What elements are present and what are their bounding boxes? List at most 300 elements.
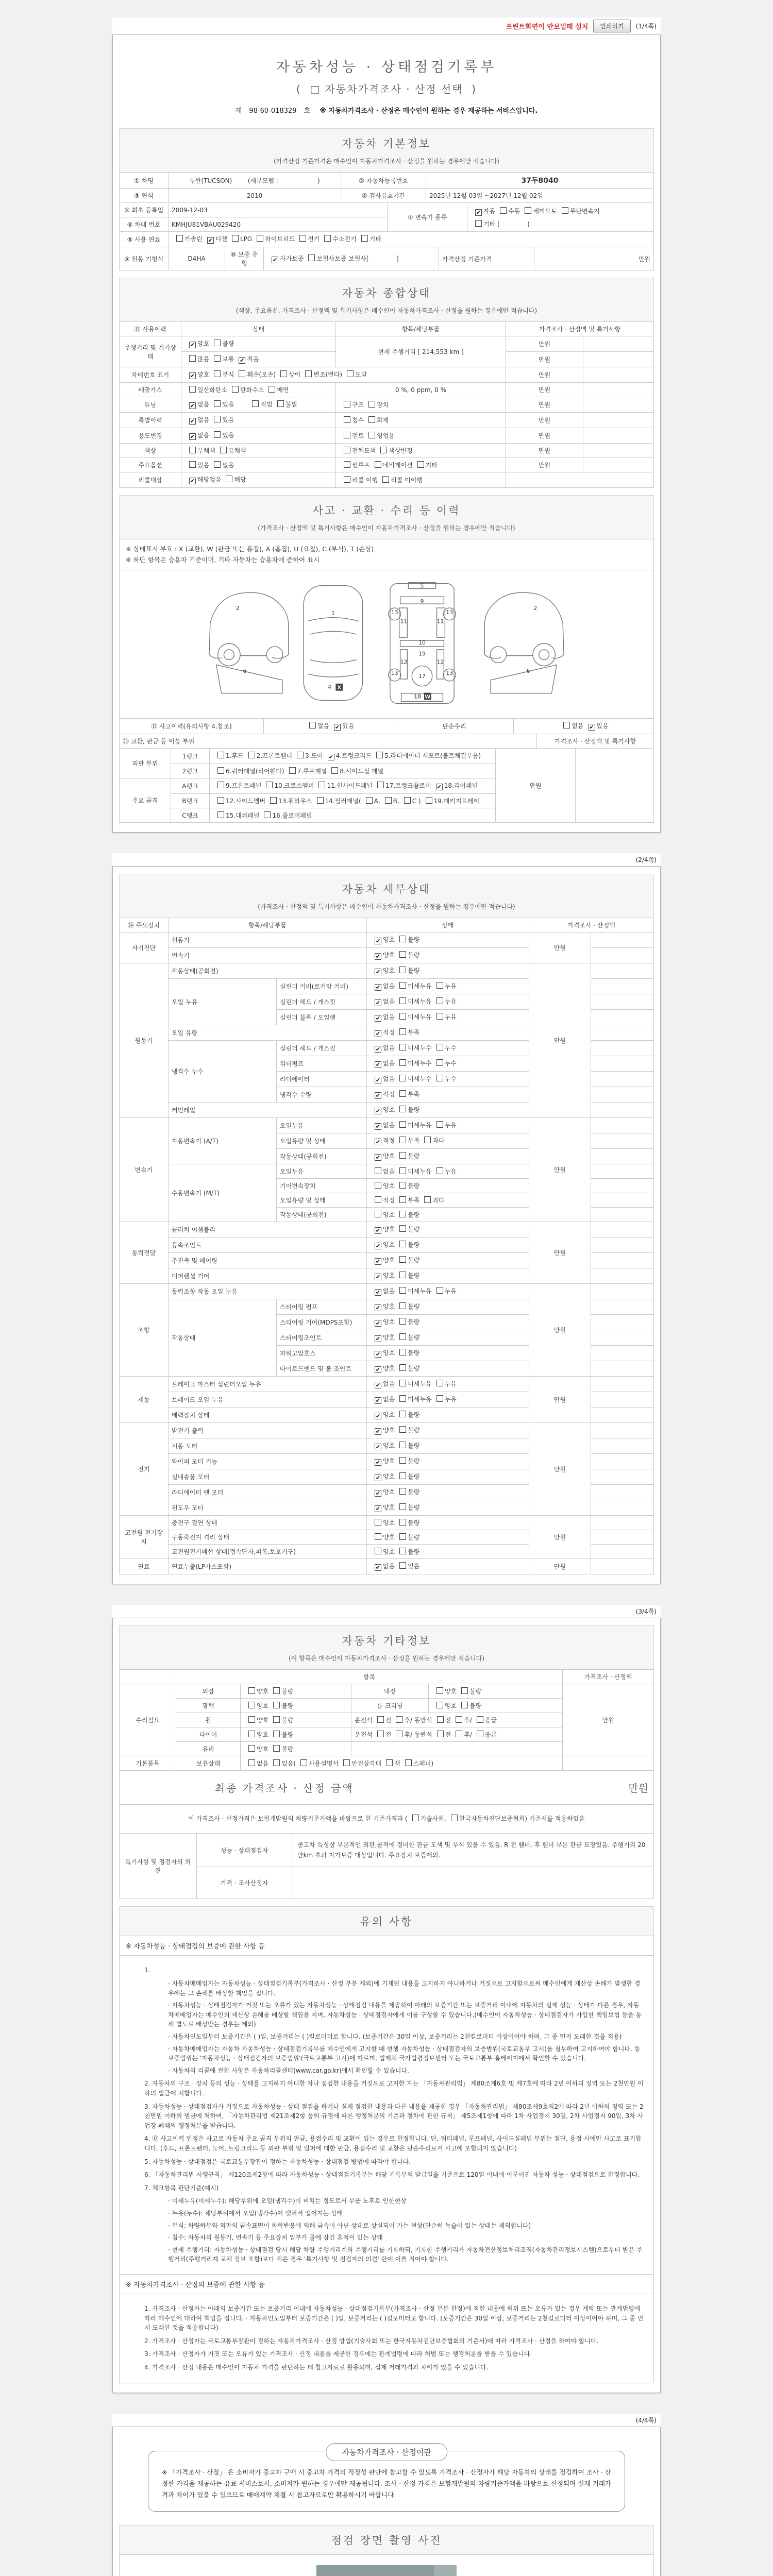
- checkbox[interactable]: [399, 1013, 406, 1020]
- note-cell: [591, 1117, 654, 1133]
- checkbox[interactable]: [399, 967, 406, 973]
- checkbox[interactable]: ✔: [375, 1366, 381, 1373]
- checkbox[interactable]: [344, 401, 350, 408]
- checkbox[interactable]: [375, 1211, 381, 1217]
- checkbox[interactable]: [368, 401, 375, 408]
- checkbox-label: 없음: [383, 1075, 395, 1082]
- checkbox[interactable]: [217, 797, 224, 804]
- checkbox[interactable]: [399, 1488, 406, 1495]
- checkbox[interactable]: [273, 1687, 280, 1694]
- checkbox[interactable]: [214, 400, 221, 407]
- checkbox[interactable]: [239, 370, 245, 377]
- checkbox[interactable]: [257, 235, 263, 242]
- section-detail-condition: [119, 874, 654, 918]
- checkbox[interactable]: [273, 1702, 280, 1708]
- checkbox-label: 있음: [281, 1759, 294, 1767]
- checkbox[interactable]: ✔: [375, 1428, 381, 1435]
- row-label: 주행거리 및 계기상태: [120, 336, 181, 367]
- checkbox[interactable]: [399, 1442, 406, 1448]
- note-cell: [591, 1207, 654, 1222]
- checkbox[interactable]: [297, 752, 304, 758]
- checkbox[interactable]: [399, 1167, 406, 1174]
- checkbox[interactable]: ✔: [375, 1489, 381, 1497]
- checkbox[interactable]: [280, 370, 287, 377]
- item-cell: 고전원전기배선 상태(접속단자,피복,보호기구): [169, 1544, 367, 1558]
- note-cell: [591, 932, 654, 947]
- checkbox[interactable]: [396, 1731, 402, 1737]
- checkbox[interactable]: [273, 1745, 280, 1752]
- checkbox[interactable]: ✔: [328, 753, 333, 760]
- checkbox-label: 양호: [383, 1152, 395, 1160]
- doc-number: 98-60-018329: [249, 107, 297, 115]
- checkbox-label: 유채색: [228, 447, 246, 454]
- checkbox[interactable]: [404, 797, 411, 804]
- section-title: 자동차 기본정보: [342, 138, 431, 150]
- checkbox[interactable]: [214, 416, 221, 422]
- checkbox[interactable]: [266, 782, 273, 788]
- checkbox[interactable]: [399, 1411, 406, 1417]
- print-button[interactable]: 인쇄하기: [593, 20, 630, 32]
- checkbox[interactable]: [399, 1333, 406, 1340]
- notice-paragraph: 2. 가격조사 · 산정자는 국토교통부장관이 정하는 자동차가격조사 · 산정 방법(기술사회 또는 한국자동차진단보증협회의 기준서)에 따라 가격조사 · 산정을 하여야 합니다.: [144, 2337, 599, 2345]
- checkbox[interactable]: ✔: [375, 1258, 381, 1265]
- checkbox[interactable]: [375, 1548, 381, 1554]
- inspector-remarks-text: 중고차 특성상 부분적인 외판,골격에 경미한 판금 도색 및 부식 있을 수 있음. R 전 휀더, 후 휀더 부분 판금 도장있음. 주행거리 20만km 초과 자가보증 대상입니다. 주요장치 보증제외.: [292, 1833, 654, 1867]
- checkbox[interactable]: ✔: [375, 1505, 381, 1512]
- checkbox[interactable]: [399, 1225, 406, 1232]
- checkbox[interactable]: [399, 1182, 406, 1189]
- checkbox[interactable]: [399, 1380, 406, 1386]
- checkbox[interactable]: ✔: [375, 1381, 381, 1388]
- checkbox[interactable]: ✔: [375, 1459, 381, 1466]
- checkbox[interactable]: [361, 235, 368, 242]
- checkbox[interactable]: [308, 255, 315, 261]
- checkbox[interactable]: [248, 752, 255, 758]
- install-notice-link[interactable]: 프린트화면이 안보일때 설치: [506, 23, 589, 31]
- checkbox[interactable]: [217, 811, 224, 818]
- checkbox[interactable]: ✔: [375, 1350, 381, 1358]
- checkbox[interactable]: [299, 235, 306, 242]
- checkbox[interactable]: [189, 355, 196, 362]
- checkbox[interactable]: ✔: [375, 1138, 381, 1145]
- checkbox[interactable]: [399, 1472, 406, 1479]
- section-title: 점검 장면 촬영 사진: [331, 2534, 442, 2547]
- checkbox[interactable]: [386, 1759, 393, 1766]
- page-1: [112, 35, 661, 833]
- inspection-period-value: 2025년 12월 03일 ~2027년 12월 02일: [426, 189, 654, 203]
- state-cell: [367, 1407, 529, 1422]
- checkbox[interactable]: [475, 220, 482, 227]
- checkbox[interactable]: [399, 1137, 406, 1143]
- checkbox[interactable]: [399, 1395, 406, 1402]
- state-cell: [367, 1133, 529, 1148]
- checkbox[interactable]: ✔: [334, 723, 340, 731]
- checkbox[interactable]: [399, 1364, 406, 1371]
- device-cell: 고전원 전기장치: [120, 1515, 169, 1558]
- checkbox[interactable]: [377, 1731, 384, 1737]
- checkbox[interactable]: ✔: [375, 1474, 381, 1481]
- checkbox-label: 불량: [222, 340, 234, 347]
- checkbox[interactable]: [375, 461, 381, 468]
- checkbox-label: 운전석: [355, 1731, 373, 1738]
- checkbox[interactable]: ✔: [190, 372, 195, 379]
- checkbox[interactable]: [375, 1196, 381, 1203]
- checkbox[interactable]: [252, 400, 259, 407]
- diagram-part-number: 13: [446, 608, 453, 616]
- checkbox-label: 양호: [383, 1182, 395, 1190]
- checkbox[interactable]: [226, 476, 232, 482]
- rank-label: B랭크: [171, 793, 210, 808]
- checkbox[interactable]: [461, 1687, 468, 1694]
- exchange-header-table: [119, 734, 654, 749]
- checkbox-label: 양호: [445, 1687, 457, 1695]
- checkbox[interactable]: ✔: [375, 953, 381, 960]
- checkbox[interactable]: ✔: [375, 1564, 381, 1571]
- checkbox-label: 양호: [257, 1745, 269, 1753]
- checkbox[interactable]: [344, 447, 350, 453]
- checkbox[interactable]: [268, 386, 275, 393]
- checkbox[interactable]: [376, 752, 383, 758]
- checkbox[interactable]: [176, 235, 183, 242]
- checkbox[interactable]: [368, 416, 375, 423]
- checkbox[interactable]: ✔: [375, 1061, 381, 1068]
- checkbox-label: 9.프론트패널: [226, 782, 262, 789]
- checkbox[interactable]: [232, 386, 239, 393]
- device-cell: 동력전달: [120, 1222, 169, 1283]
- checkbox[interactable]: [405, 1759, 412, 1766]
- checkbox[interactable]: [248, 1745, 255, 1752]
- checkbox-label: 불량: [281, 1716, 294, 1724]
- checkbox-label: 15.대쉬패널: [226, 811, 260, 819]
- checkbox[interactable]: [214, 461, 221, 468]
- checkbox[interactable]: ✔: [375, 1076, 381, 1083]
- checkbox[interactable]: ✔: [190, 478, 195, 484]
- checkbox[interactable]: ✔: [190, 342, 195, 348]
- checkbox[interactable]: ✔: [436, 783, 442, 790]
- state-cell: [367, 1102, 529, 1117]
- checkbox[interactable]: [248, 1759, 255, 1766]
- col-state: 상태: [181, 322, 336, 336]
- checkbox[interactable]: [451, 1815, 458, 1821]
- checkbox[interactable]: [424, 1196, 431, 1203]
- service-note: ※ 자동차가격조사 · 산정은 매수인이 원하는 경우 제공하는 서비스입니다.: [320, 107, 538, 115]
- checkbox[interactable]: [273, 1759, 280, 1766]
- checkbox[interactable]: [436, 1687, 443, 1694]
- checkbox[interactable]: ✔: [375, 1030, 381, 1037]
- checkbox[interactable]: [426, 797, 432, 804]
- checkbox[interactable]: [380, 447, 387, 453]
- checkbox[interactable]: [436, 997, 443, 1004]
- checkbox-label: 부족: [408, 1090, 420, 1098]
- checkbox[interactable]: [461, 1702, 468, 1708]
- checkbox[interactable]: [344, 476, 350, 483]
- checkbox[interactable]: [399, 982, 406, 989]
- price-survey-info-title: 자동차가격조사 · 산정이란: [326, 2443, 447, 2461]
- checkbox[interactable]: [375, 1167, 381, 1174]
- checkbox[interactable]: [399, 1426, 406, 1433]
- checkbox[interactable]: [399, 1519, 406, 1526]
- checkbox[interactable]: ✔: [375, 1092, 381, 1099]
- checkbox-label: 많음: [197, 355, 210, 363]
- sub-item-cell: 작동상태(공회전): [277, 1148, 367, 1164]
- checkbox[interactable]: ✔: [375, 1014, 381, 1022]
- checkbox[interactable]: [248, 1731, 255, 1737]
- checkbox-label: 도말: [355, 371, 367, 378]
- checkbox[interactable]: [344, 416, 350, 423]
- checkbox[interactable]: ✔: [375, 1304, 381, 1311]
- checkbox[interactable]: [217, 752, 224, 758]
- checkbox[interactable]: [477, 1731, 483, 1737]
- checkbox[interactable]: [248, 1687, 255, 1694]
- checkbox[interactable]: [436, 1059, 443, 1066]
- checkbox[interactable]: [456, 1731, 462, 1737]
- state-cell: [367, 1222, 529, 1237]
- checkbox[interactable]: [399, 997, 406, 1004]
- checkbox[interactable]: [562, 207, 568, 214]
- checkbox[interactable]: [214, 340, 221, 346]
- checkbox[interactable]: [343, 1759, 350, 1766]
- sub-item-cell: 스티어링 기어(MDPS포함): [277, 1314, 367, 1330]
- checkbox[interactable]: [399, 1548, 406, 1554]
- checkbox[interactable]: ✔: [190, 433, 195, 440]
- checkbox[interactable]: ✔: [375, 1107, 381, 1114]
- first-reg-value: 2009-12-03: [169, 203, 388, 217]
- checkbox[interactable]: [217, 782, 224, 788]
- checkbox[interactable]: [377, 782, 384, 788]
- checkbox[interactable]: [399, 1121, 406, 1128]
- section-overall-condition: [119, 278, 654, 322]
- checkbox[interactable]: [399, 1075, 406, 1081]
- checkbox[interactable]: ✔: [190, 418, 195, 425]
- state-cell: [181, 397, 336, 413]
- checkbox[interactable]: ✔: [375, 1412, 381, 1419]
- checkbox[interactable]: ✔: [589, 723, 594, 731]
- checkbox[interactable]: [399, 1241, 406, 1247]
- checkbox[interactable]: ✔: [272, 256, 278, 263]
- checkbox[interactable]: ✔: [375, 1045, 381, 1053]
- checkbox[interactable]: [399, 1302, 406, 1309]
- checkbox[interactable]: [399, 1196, 406, 1203]
- checkbox[interactable]: [525, 207, 531, 214]
- sub-item-cell: 스티어링 펌프: [277, 1299, 367, 1314]
- state-code-legend: [119, 539, 654, 570]
- checkbox[interactable]: [477, 1716, 483, 1723]
- checkbox[interactable]: [277, 400, 284, 407]
- empty-cell: [351, 1741, 563, 1756]
- item-cell: 브레이크 마스터 실린더오일 누유: [169, 1376, 367, 1392]
- transmission-options: [467, 203, 654, 232]
- item-cell: 클러치 어셈블리: [169, 1222, 367, 1237]
- checkbox[interactable]: [375, 1533, 381, 1540]
- item-cell: [336, 428, 506, 444]
- checkbox[interactable]: [436, 1395, 443, 1402]
- checkbox[interactable]: [366, 797, 373, 804]
- checkbox[interactable]: [382, 476, 389, 483]
- checkbox[interactable]: ✔: [190, 402, 195, 409]
- checkbox-label: B,: [393, 797, 399, 805]
- checkbox-label: 없음: [383, 1059, 395, 1067]
- checkbox-label: 장치: [377, 401, 389, 409]
- checkbox[interactable]: [217, 767, 224, 774]
- checkbox[interactable]: [412, 1815, 419, 1821]
- note-cell: [591, 1484, 654, 1500]
- sub-item-cell: 스티어링조인트: [277, 1330, 367, 1345]
- checkbox[interactable]: [377, 1716, 384, 1723]
- checkbox[interactable]: ✔: [375, 1154, 381, 1161]
- checkbox[interactable]: [344, 432, 350, 438]
- checkbox[interactable]: [417, 461, 424, 468]
- checkbox[interactable]: [437, 1716, 444, 1723]
- appraiser-remarks-text: [292, 1867, 654, 1899]
- checkbox[interactable]: [399, 1106, 406, 1112]
- state-cell: [367, 1283, 529, 1299]
- checkbox[interactable]: [248, 1716, 255, 1723]
- checkbox[interactable]: [399, 951, 406, 958]
- checkbox[interactable]: [436, 1013, 443, 1020]
- checkbox[interactable]: ✔: [375, 1397, 381, 1404]
- checkbox[interactable]: [436, 1075, 443, 1081]
- checkbox[interactable]: [399, 1272, 406, 1278]
- diagram-part-number: 19: [418, 650, 426, 657]
- checkbox[interactable]: [248, 1702, 255, 1708]
- diagram-part-number: 13: [391, 608, 398, 616]
- checkbox[interactable]: [500, 207, 507, 214]
- checkbox-label: 미세누유: [408, 1013, 432, 1021]
- checkbox[interactable]: [399, 1562, 406, 1569]
- note-cell: [591, 1438, 654, 1453]
- note-cell: [583, 352, 654, 367]
- checkbox[interactable]: [399, 1349, 406, 1355]
- checkbox[interactable]: ✔: [208, 237, 213, 244]
- checkbox[interactable]: [309, 722, 316, 728]
- checkbox[interactable]: [232, 235, 239, 242]
- sub-item-cell: 워터펌프: [277, 1056, 367, 1071]
- checkbox[interactable]: [399, 1059, 406, 1066]
- checkbox[interactable]: [300, 1759, 307, 1766]
- checkbox[interactable]: [436, 1044, 443, 1050]
- checkbox-label: 양호: [383, 936, 395, 943]
- checkbox[interactable]: ✔: [375, 937, 381, 944]
- checkbox[interactable]: [289, 767, 296, 774]
- checkbox[interactable]: [399, 1256, 406, 1263]
- state-cell: [181, 444, 336, 458]
- checkbox[interactable]: [368, 432, 375, 438]
- checkbox[interactable]: ✔: [375, 1273, 381, 1280]
- reg-no-value: 37두8040: [426, 173, 654, 189]
- checkbox[interactable]: [399, 1152, 406, 1159]
- checkbox[interactable]: [436, 1702, 443, 1708]
- checkbox[interactable]: [331, 767, 338, 774]
- checkbox[interactable]: [189, 461, 196, 468]
- checkbox-label: 없음: [383, 997, 395, 1005]
- final-amount-note: [120, 1804, 654, 1833]
- item-cell: 와이퍼 모터 기능: [169, 1453, 367, 1469]
- checkbox[interactable]: ✔: [375, 1242, 381, 1249]
- checkbox[interactable]: [399, 1090, 406, 1097]
- checkbox[interactable]: [399, 1318, 406, 1325]
- checkbox[interactable]: ✔: [375, 1335, 381, 1342]
- model-year-value: 2010: [169, 189, 341, 203]
- checkbox[interactable]: [305, 370, 312, 377]
- note-cell: [591, 994, 654, 1009]
- checkbox[interactable]: ✔: [375, 1289, 381, 1296]
- checkbox[interactable]: [399, 1287, 406, 1294]
- checkbox[interactable]: [189, 386, 196, 393]
- note-cell: [591, 1193, 654, 1207]
- checkbox[interactable]: [385, 797, 392, 804]
- checkbox[interactable]: [214, 355, 221, 362]
- checkbox[interactable]: [436, 1287, 443, 1294]
- checkbox[interactable]: ✔: [476, 209, 481, 216]
- checkbox[interactable]: ✔: [240, 357, 245, 364]
- checkbox-label: 양호: [383, 967, 395, 974]
- checkbox[interactable]: ✔: [375, 984, 381, 991]
- checkbox[interactable]: [214, 370, 221, 377]
- checkbox[interactable]: ✔: [375, 999, 381, 1006]
- checkbox[interactable]: [344, 461, 350, 468]
- item-cell: 발전기 출력: [169, 1422, 367, 1438]
- checkbox[interactable]: [563, 722, 570, 728]
- checkbox[interactable]: [375, 1519, 381, 1526]
- checkbox[interactable]: [214, 431, 221, 438]
- checkbox-label: 양호: [257, 1731, 269, 1738]
- checkbox[interactable]: [456, 1716, 462, 1723]
- checkbox[interactable]: [399, 936, 406, 942]
- checkbox[interactable]: [273, 1716, 280, 1723]
- appraiser-remarks-label: 가격 · 조사산정자: [197, 1867, 292, 1899]
- checkbox[interactable]: ✔: [375, 1443, 381, 1450]
- checkbox[interactable]: ✔: [375, 968, 381, 975]
- checkbox-label: 부족: [408, 1137, 420, 1144]
- checkbox[interactable]: [270, 797, 277, 804]
- vin-label: ⑥ 차대 번호: [120, 217, 169, 232]
- checkbox[interactable]: [324, 235, 331, 242]
- checkbox[interactable]: [436, 1380, 443, 1386]
- checkbox[interactable]: ✔: [375, 1319, 381, 1327]
- checkbox[interactable]: [399, 1211, 406, 1217]
- checkbox[interactable]: ✔: [375, 1123, 381, 1130]
- empty-header: [120, 1669, 176, 1684]
- item-cell: 윈도우 모터: [169, 1500, 367, 1515]
- checkbox[interactable]: [189, 447, 196, 453]
- checkbox[interactable]: [375, 1182, 381, 1189]
- item-cell: 작동상태(공회전): [169, 963, 367, 978]
- checkbox[interactable]: [396, 1716, 402, 1723]
- checkbox[interactable]: ✔: [375, 1227, 381, 1234]
- checkbox[interactable]: [399, 1457, 406, 1464]
- checkbox[interactable]: [399, 1503, 406, 1510]
- checkbox[interactable]: [220, 447, 227, 453]
- checkbox[interactable]: [318, 782, 325, 788]
- checkbox[interactable]: [399, 1533, 406, 1540]
- rank-options: [210, 808, 496, 822]
- checkbox[interactable]: [317, 797, 324, 804]
- checkbox[interactable]: [399, 1044, 406, 1050]
- checkbox[interactable]: [436, 982, 443, 989]
- checkbox[interactable]: [437, 1731, 444, 1737]
- checkbox[interactable]: [273, 1731, 280, 1737]
- checkbox[interactable]: [399, 1028, 406, 1035]
- price-cell: 만원: [529, 932, 591, 963]
- checkbox[interactable]: [424, 1137, 431, 1143]
- checkbox-label: 불량: [408, 1318, 420, 1326]
- checkbox[interactable]: [264, 811, 271, 818]
- checkbox[interactable]: [436, 1121, 443, 1128]
- rank-label: A랭크: [171, 778, 210, 793]
- lift-photo: [316, 2565, 457, 2576]
- checkbox[interactable]: [347, 370, 354, 377]
- checkbox[interactable]: [436, 1167, 443, 1174]
